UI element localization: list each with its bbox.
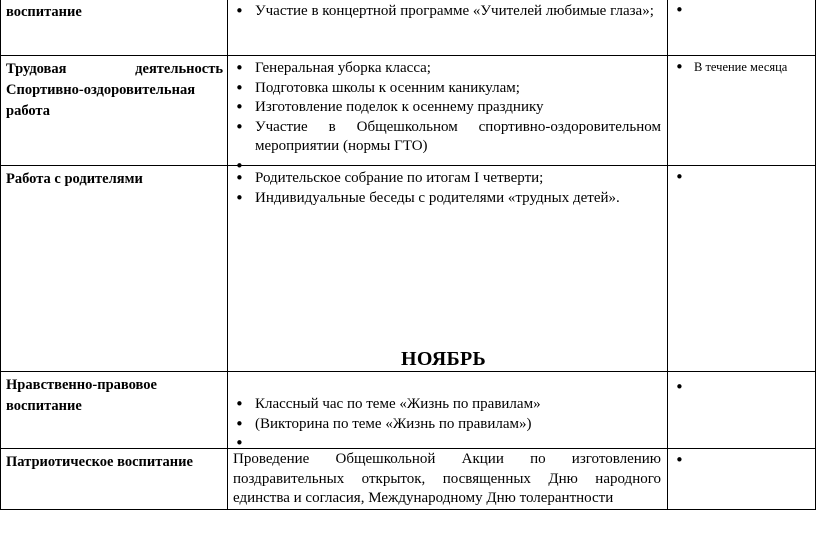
section-label: Работа с родителями [6,171,143,187]
timing-cell [668,372,816,449]
activity-item: • Подготовка школы к осенним каникулам; [232,79,661,99]
activity-item: • Родительское собрание по итогам I четверти; [232,169,661,189]
activity-item: • Участие в Общешкольном спортивно-оздоровительном мероприятии (нормы ГТО) [232,118,661,157]
activity-item: • Генеральная уборка класса; [232,59,661,79]
table-row [1,166,816,372]
timing-list [668,0,815,2]
activity-list [228,166,667,208]
activities-cell [228,0,668,56]
table-row [1,372,816,449]
activities-cell [228,56,668,166]
activity-list [228,56,667,157]
timing-item: • В течение месяца [672,59,809,76]
activity-item: • Участие в концертной программе «Учителей любимые глаза»; [232,2,661,22]
timing-cell [668,166,816,372]
activities-cell [228,166,668,372]
section-cell [1,372,228,449]
activity-text: Проведение Общешкольной Акции по изготовлению поздравительных открыток, посвященных Дню народного единства и согласия, Международному Дню толерантности [233,451,661,506]
activity-item: • Индивидуальные беседы с родителями «трудных детей». [232,189,661,209]
timing-list [668,166,815,169]
timing-cell [668,449,816,510]
activities-cell [228,372,668,449]
table-row [1,56,816,166]
activity-item: • Изготовление поделок к осеннему празднику [232,98,661,118]
section-label: воспитание [6,4,82,20]
section-cell [1,0,228,56]
month-heading: НОЯБРЬ [401,348,487,370]
activity-list [228,0,667,22]
timing-list [668,372,815,379]
activity-list [228,392,667,434]
timing-cell [668,56,816,166]
activity-item: • Классный час по теме «Жизнь по правилам» [232,395,661,415]
section-label: Патриотическое воспитание [6,454,193,470]
section-label: Нравственно-правовое воспитание [6,377,157,414]
section-cell [1,449,228,510]
timing-list [668,56,815,76]
section-cell [1,56,228,166]
section-label: Трудовая деятельность Спортивно-оздоровительная работа [6,61,223,119]
activity-item: • (Викторина по теме «Жизнь по правилам») [232,415,661,435]
timing-list [668,449,815,452]
table-row [1,449,816,510]
table-row [1,0,816,56]
section-cell [1,166,228,372]
activities-cell [228,449,668,510]
timing-cell [668,0,816,56]
